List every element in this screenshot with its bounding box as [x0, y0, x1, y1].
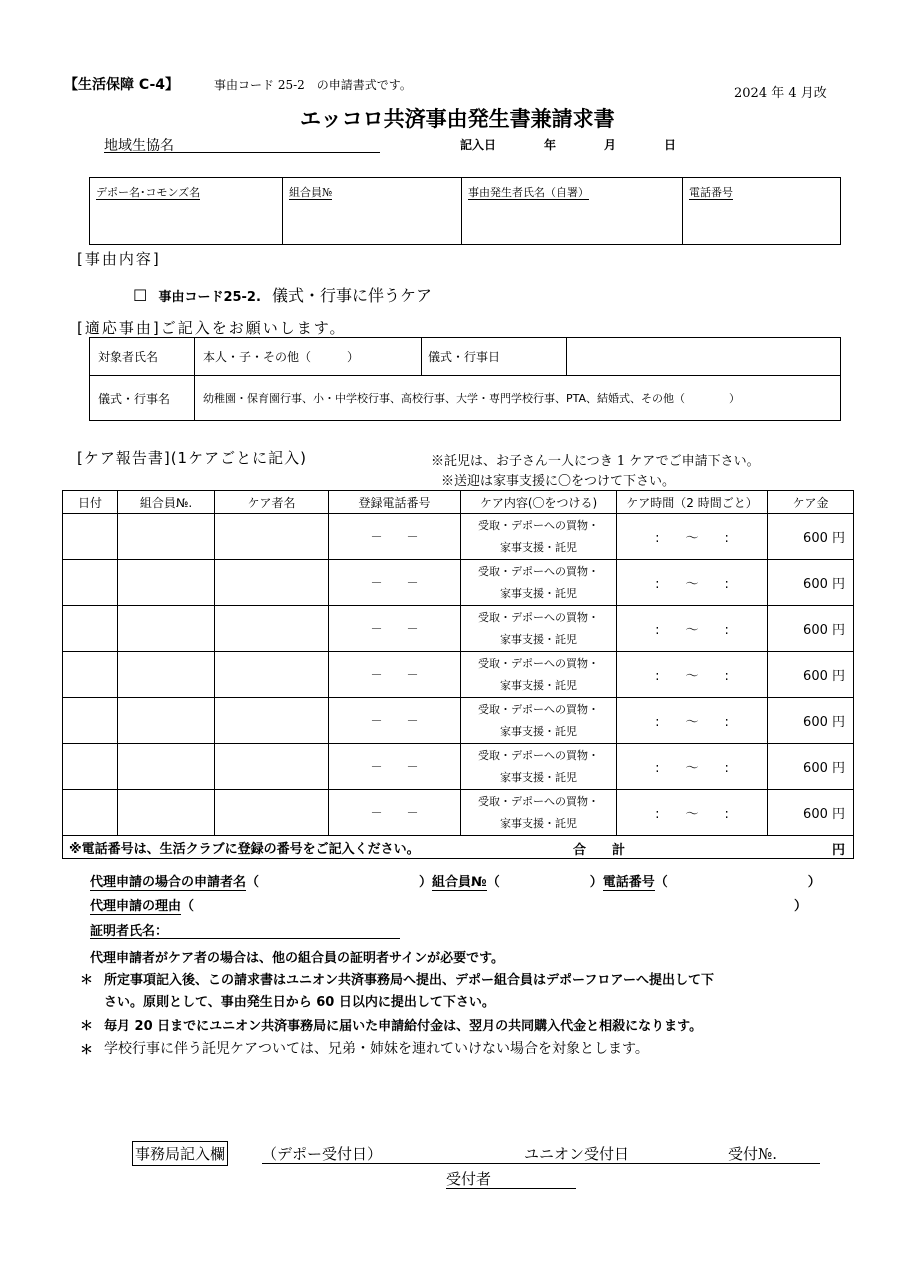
event-name-label: 儀式・行事名 — [90, 376, 195, 421]
proxy-applicant-row[interactable] — [90, 871, 821, 890]
event-name-value[interactable]: 幼稚園・保育園行事、小・中学校行事、高校行事、大学・専門学校行事、PTA、結婚式、その他（ ） — [195, 376, 841, 421]
reason-code: 事由コード25-2. — [158, 290, 261, 305]
care-amount-cell: 600 円 — [768, 560, 854, 606]
care-table — [62, 490, 854, 859]
note-star-1: ＊ — [80, 973, 94, 988]
care-report-heading: [ケア報告書](1ケアごとに記入) — [77, 449, 307, 467]
phone-cell[interactable] — [683, 178, 841, 245]
care-content-line-1: 受取・デポーへの買物・ — [478, 748, 599, 762]
care-phone-cell[interactable]: － － — [329, 514, 461, 560]
care-content-line-2: 家事支援・託児 — [500, 632, 577, 646]
occurrence-name-cell[interactable] — [462, 178, 683, 245]
event-date-label: 儀式・行事日 — [422, 338, 567, 376]
paren-open: （ — [181, 899, 195, 914]
paren-open: （ — [654, 875, 668, 890]
care-phone-cell[interactable]: － － — [329, 790, 461, 836]
care-date-cell[interactable] — [63, 698, 118, 744]
code-note: 事由コード 25-2 の申請書式です。 — [214, 78, 412, 92]
care-content-line-1: 受取・デポーへの買物・ — [478, 794, 599, 808]
occurrence-name-label: 事由発生者氏名（自署） — [468, 186, 589, 199]
care-time-cell[interactable]: : 〜 : — [617, 698, 768, 744]
revision-date: 2024 年 4 月改 — [734, 86, 827, 101]
care-date-cell[interactable] — [63, 744, 118, 790]
care-row — [63, 560, 854, 606]
event-date-field[interactable] — [567, 338, 841, 376]
member-no-cell[interactable] — [283, 178, 462, 245]
paren-open: （ — [246, 875, 260, 890]
paren-close: ） — [794, 899, 808, 914]
care-content-line-1: 受取・デポーへの買物・ — [478, 610, 599, 624]
col-date: 日付 — [63, 491, 118, 514]
proxy-phone-label: 電話番号 — [602, 875, 655, 890]
col-care-content: ケア内容(〇をつける) — [461, 491, 617, 514]
care-carer-name-cell[interactable] — [215, 652, 329, 698]
care-content-line-1: 受取・デポーへの買物・ — [478, 564, 599, 578]
care-amount-cell: 600 円 — [768, 790, 854, 836]
care-date-cell[interactable] — [63, 560, 118, 606]
form-category: 【生活保障 C-4】 — [64, 77, 180, 93]
entry-date[interactable]: 記入日 年 月 日 — [460, 138, 677, 152]
care-note-1: ※託児は、お子さん一人につき 1 ケアでご申請下さい。 — [431, 454, 760, 469]
proxy-reason-row[interactable] — [90, 895, 807, 914]
reason-checkbox-row[interactable] — [133, 283, 432, 306]
proxy-member-no-label: 組合員№ — [432, 875, 487, 890]
care-time-cell[interactable]: : 〜 : — [617, 514, 768, 560]
col-care-time: ケア時間（2 時間ごと） — [617, 491, 768, 514]
certifier-label: 証明者氏名： — [90, 924, 169, 939]
care-content-cell[interactable] — [461, 560, 617, 606]
col-carer-name: ケア者名 — [215, 491, 329, 514]
care-content-line-2: 家事支援・託児 — [500, 770, 577, 784]
reason-text: 儀式・行事に伴うケア — [272, 286, 433, 305]
care-content-line-1: 受取・デポーへの買物・ — [478, 656, 599, 670]
care-content-line-1: 受取・デポーへの買物・ — [478, 518, 599, 532]
care-member-no-cell[interactable] — [118, 790, 215, 836]
phone-label: 電話番号 — [689, 186, 733, 199]
care-content-line-2: 家事支援・託児 — [500, 724, 577, 738]
page-title: エッコロ共済事由発生書兼請求書 — [300, 107, 615, 131]
care-content-line-2: 家事支援・託児 — [500, 586, 577, 600]
note-1-line-2: さい。原則として、事由発生日から 60 日以内に提出して下さい。 — [104, 995, 495, 1010]
care-member-no-cell[interactable] — [118, 560, 215, 606]
care-member-no-cell[interactable] — [118, 606, 215, 652]
reason-checkbox[interactable]: ☐ — [133, 286, 148, 305]
care-carer-name-cell[interactable] — [215, 698, 329, 744]
office-label: 事務局記入欄 — [132, 1141, 228, 1166]
note-1-line-1: 所定事項記入後、この請求書はユニオン共済事務局へ提出、デポー組合員はデポーフロアーへ提出して下 — [104, 973, 714, 988]
care-carer-name-cell[interactable] — [215, 790, 329, 836]
care-phone-cell[interactable]: － － — [329, 698, 461, 744]
care-carer-name-cell[interactable] — [215, 560, 329, 606]
care-time-cell[interactable]: : 〜 : — [617, 790, 768, 836]
applicable-table — [89, 337, 841, 421]
care-amount-cell: 600 円 — [768, 744, 854, 790]
care-content-line-2: 家事支援・託児 — [500, 678, 577, 692]
care-carer-name-cell[interactable] — [215, 514, 329, 560]
applicant-box — [89, 177, 841, 245]
target-value[interactable]: 本人・子・その他（ ） — [195, 338, 422, 376]
care-row — [63, 744, 854, 790]
care-date-cell[interactable] — [63, 790, 118, 836]
care-row — [63, 698, 854, 744]
care-member-no-cell[interactable] — [118, 652, 215, 698]
care-phone-cell[interactable]: － － — [329, 606, 461, 652]
paren-close: ） — [419, 875, 433, 890]
care-date-cell[interactable] — [63, 514, 118, 560]
col-member-no: 組合員№. — [118, 491, 215, 514]
paren-close: ） — [589, 875, 603, 890]
care-row — [63, 606, 854, 652]
care-content-line-2: 家事支援・託児 — [500, 816, 577, 830]
care-date-cell[interactable] — [63, 606, 118, 652]
union-receipt-date: ユニオン受付日 — [524, 1145, 630, 1163]
certifier-field[interactable] — [90, 920, 400, 939]
target-label: 対象者氏名 — [90, 338, 195, 376]
care-row — [63, 790, 854, 836]
care-phone-cell[interactable]: － － — [329, 744, 461, 790]
total-unit[interactable]: 円 — [831, 843, 845, 858]
office-receipt-line[interactable] — [262, 1143, 820, 1164]
paren-close: ） — [807, 875, 821, 890]
depot-label: デポー名･コモンズ名 — [96, 186, 201, 199]
phone-footer-note: ※電話番号は、生活クラブに登録の番号をご記入ください。 — [69, 841, 420, 857]
care-content-cell[interactable] — [461, 606, 617, 652]
depot-receipt-date: （デポー受付日） — [262, 1145, 383, 1163]
care-amount-cell: 600 円 — [768, 514, 854, 560]
receiver-label: 受付者 — [446, 1170, 492, 1188]
care-time-cell[interactable]: : 〜 : — [617, 606, 768, 652]
care-row — [63, 514, 854, 560]
proxy-reason-label: 代理申請の理由 — [90, 899, 182, 914]
paren-open: （ — [486, 875, 500, 890]
care-carer-name-cell[interactable] — [215, 744, 329, 790]
depot-cell[interactable] — [90, 178, 283, 245]
receiver-field[interactable] — [446, 1168, 576, 1189]
care-content-line-2: 家事支援・託児 — [500, 540, 577, 554]
care-content-cell[interactable] — [461, 652, 617, 698]
reason-heading: [事由内容] — [77, 250, 161, 268]
note-star-3: ＊ — [80, 1043, 94, 1058]
care-note-2: ※送迎は家事支援に〇をつけて下さい。 — [441, 474, 676, 489]
care-time-cell[interactable]: : 〜 : — [617, 744, 768, 790]
care-time-cell[interactable]: : 〜 : — [617, 560, 768, 606]
care-member-no-cell[interactable] — [118, 744, 215, 790]
note-3: 学校行事に伴う託児ケアついては、兄弟・姉妹を連れていけない場合を対象とします。 — [104, 1041, 649, 1057]
note-star-2: ＊ — [80, 1019, 94, 1034]
care-footer — [63, 836, 854, 859]
col-care-fee: ケア金 — [768, 491, 854, 514]
member-no-label: 組合員№ — [289, 186, 333, 199]
total-label: 合 計 — [573, 843, 626, 858]
applicable-heading: [適応事由]ご記入をお願いします。 — [77, 319, 347, 337]
care-content-cell[interactable] — [461, 698, 617, 744]
care-amount-cell: 600 円 — [768, 652, 854, 698]
care-content-cell[interactable] — [461, 744, 617, 790]
coop-name-label: 地域生協名 — [104, 138, 174, 154]
care-carer-name-cell[interactable] — [215, 606, 329, 652]
coop-name-field[interactable] — [104, 135, 380, 153]
care-date-cell[interactable] — [63, 652, 118, 698]
care-content-line-1: 受取・デポーへの買物・ — [478, 702, 599, 716]
care-member-no-cell[interactable] — [118, 698, 215, 744]
care-content-cell[interactable] — [461, 514, 617, 560]
care-phone-cell[interactable]: － － — [329, 560, 461, 606]
care-amount-cell: 600 円 — [768, 606, 854, 652]
care-content-cell[interactable] — [461, 790, 617, 836]
care-time-cell[interactable]: : 〜 : — [617, 652, 768, 698]
certify-note: 代理申請者がケア者の場合は、他の組合員の証明者サインが必要です。 — [90, 951, 505, 966]
care-phone-cell[interactable]: － － — [329, 652, 461, 698]
note-2: 毎月 20 日までにユニオン共済事務局に届いた申請給付金は、翌月の共同購入代金と相殺になります。 — [104, 1019, 703, 1034]
care-row — [63, 652, 854, 698]
care-amount-cell: 600 円 — [768, 698, 854, 744]
care-member-no-cell[interactable] — [118, 514, 215, 560]
proxy-applicant-label: 代理申請の場合の申請者名 — [90, 875, 247, 890]
col-phone: 登録電話番号 — [329, 491, 461, 514]
receipt-no: 受付№. — [728, 1145, 777, 1163]
